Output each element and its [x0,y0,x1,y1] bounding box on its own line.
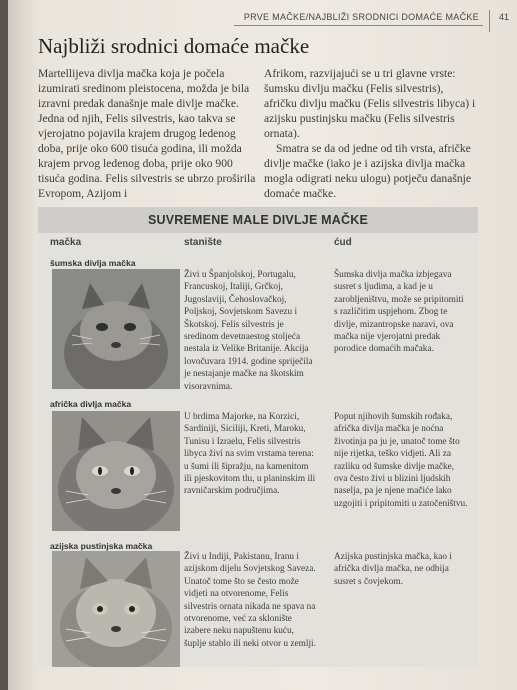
cat-name: azijska pustinjska mačka [50,541,153,551]
header-divider [489,10,490,32]
habitat-text: Živi u Španjolskoj, Portugalu, Francuskoj, Italiji, Grčkoj, Jugoslaviji, Čehoslovačkoj, Poljskoj, Sovjetskom Savezu i Škotskoj. Felis silvestris je sredinom devetnaestog stoljeća nestala iz Velike Britanije. Akcija lovočuvara 1914. godine spriječila je nestajanje mačke na škotskim visoravnima. [184,270,313,392]
intro-column-left [38,66,256,201]
nature-text: Azijska pustinjska mačka, kao i afrička divlja mačka, ne odbija susret s čovjekom. [334,552,452,587]
intro-paragraph-2: Afrikom, razvijajući se u tri glavne vrste: šumsku divlju mačku (Felis silvestris), afričku divlju mačku (Felis silvestris libyca) i azijsku pustinjsku mačku (Felis silvestris ornata). [264,67,476,140]
cat-photo-image [52,411,180,531]
nature-text: Poput njihovih šumskih rođaka, afrička divlja mačka je noćna životinja pa ju je, unatoč tome što nije rijetka, teško vidjeti. Ali za razliku od šumske divlje mačke, ova često živi u blizini ljudskih naselja, pa je njene mačiće lako uzgojiti i pripitomiti u zatočeništvu. [334,412,468,509]
cat-photo-image [52,551,180,667]
intro-paragraph-1: Martellijeva divlja mačka koja je počela izumirati sredinom pleistocena, možda je bila izravni predak današnje male divlje mačke. Jedna od njih, Felis silvestris, kao takva se vjerojatno pojavila krajem drugog ledenog doba, prije oko 600 tisuća godina, ili možda krajem prvog ledenog doba, prije oko 900 tisuća godina. Felis silvestris se ubrzo proširila Evropom, Azijom i [38,67,256,200]
cat-photo [52,269,180,389]
cat-photo [52,551,180,667]
column-header-habitat: stanište [184,237,222,248]
intro-paragraph-3: Smatra se da od jedne od tih vrsta, afričke divlje mačke (iako je i azijska divlja mačka mogla odigrati neku ulogu) potječu današnje domaće mačke. [264,142,472,200]
running-title: PRVE MAČKE/NAJBLIŽI SRODNICI DOMAĆE MAČKE [243,12,479,22]
cat-photo-image [52,269,180,389]
intro-column-right [264,66,476,201]
running-header [234,10,517,26]
cat-photo [52,411,180,531]
book-page [8,0,517,690]
page-number: 41 [498,12,509,22]
habitat-text: Živi u Indiji, Pakistanu, Iranu i azijskom dijelu Sovjetskog Saveza. Unatoč tome što se često može vidjeti na otvorenome, Felis silvestris ornata nikada ne spava na otvorenome, već za sklonište izabere neku napuštenu kuću, šuplje stablo ili neki otvor u zemlji. [184,552,316,649]
cat-name: šumska divlja mačka [50,258,136,268]
column-header-cat: mačka [50,237,82,248]
nature-text: Šumska divlja mačka izbjegava susret s ljudima, a kad je u zarobljeništvu, može se pripitomiti s različitim uspjehom. Zbog te divlje, mizantropske naravi, ova mačka nije vjerojatni predak porodice domaćih mačaka. [334,270,464,355]
header-rule [234,25,483,26]
habitat-text: U brdima Majorke, na Korzici, Sardiniji, Siciliji, Kreti, Maroku, Tunisu i Izraelu, Felis silvestris libyca živi na svim vrstama terena: u šumi ili šipražju, na kamenitom ili pjeskovitom tlu, u planinskim ili ravničarskim područjima. [184,412,316,497]
wild-cats-table [38,207,478,667]
table-title: SUVREMENE MALE DIVLJE MAČKE [38,207,478,233]
cat-name: afrička divlja mačka [50,399,132,409]
column-header-nature: ćud [334,237,352,248]
page-title: Najbliži srodnici domaće mačke [38,34,310,58]
